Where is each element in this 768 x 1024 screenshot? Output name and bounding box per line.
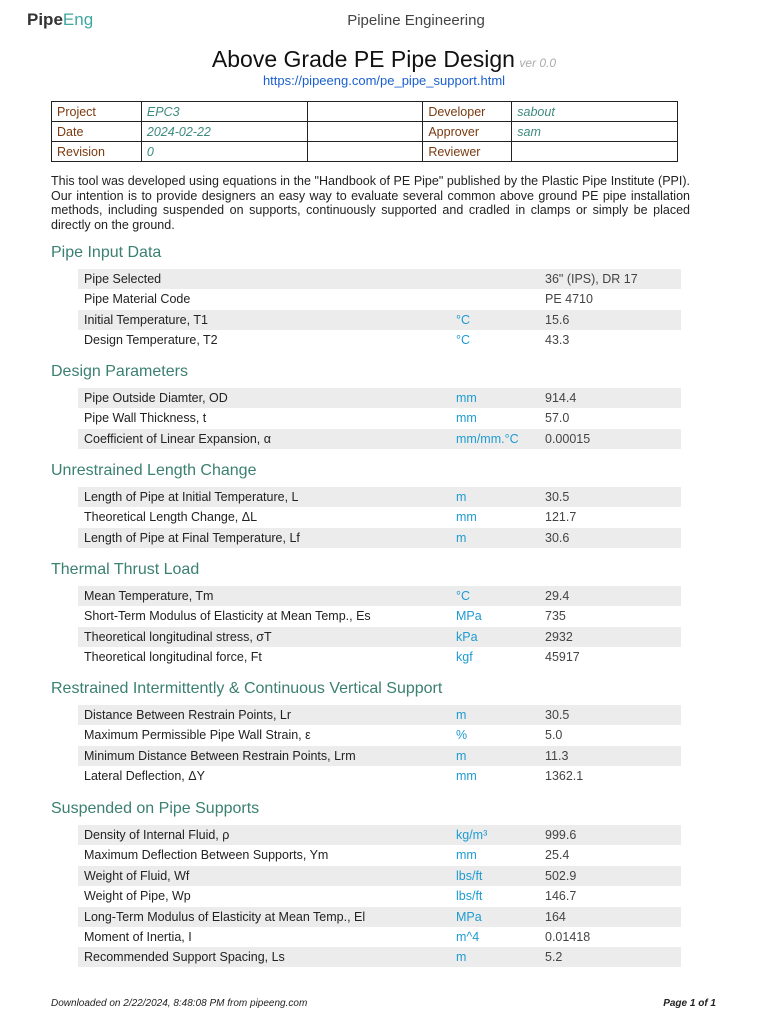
logo-part-1: Pipe	[27, 10, 63, 29]
parameter-unit: MPa	[456, 609, 482, 624]
parameter-value: 121.7	[545, 510, 577, 525]
parameter-unit: °C	[456, 333, 471, 348]
page-title	[0, 46, 768, 73]
parameter-row	[78, 825, 681, 845]
parameter-value: 914.4	[545, 391, 577, 405]
parameter-name: Initial Temperature, T1	[84, 312, 208, 327]
parameter-value: 43.3	[545, 333, 570, 348]
parameter-name: Long-Term Modulus of Elasticity at Mean Temp., El	[84, 909, 366, 924]
parameter-value: 0.01418	[545, 930, 591, 944]
parameter-unit: mm	[456, 411, 477, 426]
parameter-unit: MPa	[456, 909, 482, 924]
parameter-unit: kgf	[456, 650, 473, 665]
parameter-name: Maximum Permissible Pipe Wall Strain, ε	[84, 728, 311, 743]
page-url-link[interactable]: https://pipeeng.com/pe_pipe_support.html	[262, 73, 506, 88]
project-label: Project	[52, 102, 142, 122]
parameter-value: 0.00015	[545, 431, 591, 446]
parameter-value: 11.3	[545, 748, 569, 763]
parameter-row	[78, 289, 681, 309]
parameter-name: Length of Pipe at Initial Temperature, L	[84, 490, 299, 504]
parameter-row	[78, 606, 681, 626]
parameter-unit: m	[456, 530, 467, 545]
parameter-value: 146.7	[545, 889, 577, 904]
parameter-row	[78, 845, 681, 865]
parameter-name: Recommended Support Spacing, Ls	[84, 950, 285, 965]
parameter-row	[78, 947, 681, 967]
parameter-name: Theoretical longitudinal stress, σT	[84, 629, 272, 644]
page-title-text: Above Grade PE Pipe Design	[211, 46, 515, 72]
parameter-value: 30.5	[545, 490, 570, 504]
reviewer-value	[512, 142, 678, 162]
parameter-value: 29.4	[545, 589, 570, 603]
parameter-row	[78, 866, 681, 886]
section-heading: Thermal Thrust Load	[51, 561, 200, 578]
blank-cell	[307, 142, 423, 162]
parameter-unit: mm	[456, 769, 477, 784]
parameter-row	[78, 388, 681, 408]
parameter-row	[78, 927, 681, 947]
parameter-unit: mm/mm.°C	[456, 431, 519, 446]
parameter-unit: °C	[456, 312, 471, 327]
parameter-name: Maximum Deflection Between Supports, Ym	[84, 848, 329, 863]
parameter-row	[78, 725, 681, 745]
developer-label: Developer	[423, 102, 512, 122]
parameter-value: 1362.1	[545, 769, 584, 784]
parameter-value: 45917	[545, 650, 580, 665]
parameter-value: 25.4	[545, 848, 570, 863]
intro-paragraph: This tool was developed using equations in the "Handbook of PE Pipe" published by the Plastic Pipe Institute (PPI). Our intention is to provide designers an easy way to evaluate several common above ground PE pipe installation methods, including suspended on supports, continuously supported and cradled in clamps or simply be placed directly on the ground.	[51, 174, 690, 232]
parameter-name: Pipe Material Code	[84, 292, 191, 307]
download-note: Downloaded on 2/22/2024, 8:48:08 PM from pipeeng.com	[51, 998, 308, 1009]
parameter-unit: m	[456, 748, 467, 763]
parameter-row	[78, 627, 681, 647]
parameter-unit: m^4	[456, 930, 480, 944]
parameter-unit: mm	[456, 510, 477, 525]
parameter-row	[78, 507, 681, 527]
parameter-row	[78, 586, 681, 606]
parameter-row	[78, 886, 681, 906]
section-heading: Suspended on Pipe Supports	[51, 800, 260, 817]
parameter-unit: %	[456, 728, 468, 743]
parameter-row	[78, 429, 681, 449]
parameter-row	[78, 408, 681, 428]
parameter-unit: lbs/ft	[456, 868, 483, 883]
parameter-row	[78, 766, 681, 786]
parameter-row	[78, 907, 681, 927]
parameter-row	[78, 647, 681, 667]
approver-label: Approver	[423, 122, 512, 142]
parameter-name: Short-Term Modulus of Elasticity at Mean Temp., Es	[84, 609, 371, 624]
date-value: 2024-02-22	[141, 122, 307, 142]
parameter-unit: lbs/ft	[456, 889, 483, 904]
approver-value: sam	[512, 122, 678, 142]
blank-cell	[307, 102, 423, 122]
parameter-name: Mean Temperature, Tm	[84, 589, 214, 603]
reviewer-label: Reviewer	[423, 142, 512, 162]
section-heading: Pipe Input Data	[51, 244, 162, 261]
version-label: ver 0.0	[519, 56, 557, 70]
parameter-name: Coefficient of Linear Expansion, α	[84, 431, 271, 446]
parameter-unit: mm	[456, 391, 477, 405]
parameter-name: Density of Internal Fluid, ρ	[84, 828, 230, 842]
parameter-unit: kPa	[456, 629, 478, 644]
section-heading: Restrained Intermittently & Continuous Vertical Support	[51, 680, 443, 697]
revision-label: Revision	[52, 142, 142, 162]
site-name: Pipeline Engineering	[347, 12, 485, 29]
parameter-name: Theoretical longitudinal force, Ft	[84, 650, 262, 665]
parameter-row	[78, 487, 681, 507]
project-info-row	[52, 122, 678, 142]
parameter-value: 36" (IPS), DR 17	[545, 272, 638, 286]
project-info-row	[52, 102, 678, 122]
parameter-name: Design Temperature, T2	[84, 333, 218, 348]
section-heading: Design Parameters	[51, 363, 188, 380]
parameter-row	[78, 269, 681, 289]
parameter-name: Distance Between Restrain Points, Lr	[84, 708, 292, 722]
parameter-unit: m	[456, 708, 467, 722]
parameter-value: 57.0	[545, 411, 570, 426]
parameter-row	[78, 705, 681, 725]
parameter-name: Theoretical Length Change, ΔL	[84, 510, 258, 525]
parameter-row	[78, 330, 681, 350]
parameter-value: 735	[545, 609, 566, 624]
parameter-name: Lateral Deflection, ΔY	[84, 769, 205, 784]
parameter-value: 999.6	[545, 828, 577, 842]
parameter-name: Minimum Distance Between Restrain Points, Lrm	[84, 748, 356, 763]
parameter-name: Moment of Inertia, I	[84, 930, 192, 944]
blank-cell	[307, 122, 423, 142]
revision-value: 0	[141, 142, 307, 162]
parameter-value: 30.6	[545, 530, 570, 545]
parameter-value: 30.5	[545, 708, 570, 722]
developer-value: sabout	[512, 102, 678, 122]
parameter-unit: m	[456, 490, 467, 504]
parameter-value: 5.2	[545, 950, 563, 965]
project-info-row	[52, 142, 678, 162]
page-number: Page 1 of 1	[663, 998, 716, 1009]
parameter-value: PE 4710	[545, 292, 593, 307]
parameter-value: 164	[545, 909, 566, 924]
parameter-unit: m	[456, 950, 467, 965]
parameter-name: Length of Pipe at Final Temperature, Lf	[84, 530, 300, 545]
logo-part-2: Eng	[62, 10, 94, 29]
parameter-value: 5.0	[545, 728, 563, 743]
parameter-row	[78, 310, 681, 330]
parameter-name: Weight of Fluid, Wf	[84, 868, 190, 883]
parameter-unit: °C	[456, 589, 471, 603]
parameter-row	[78, 528, 681, 548]
project-value: EPC3	[141, 102, 307, 122]
parameter-name: Weight of Pipe, Wp	[84, 889, 191, 904]
parameter-name: Pipe Selected	[84, 272, 162, 286]
section-heading: Unrestrained Length Change	[51, 462, 257, 479]
parameter-name: Pipe Wall Thickness, t	[84, 411, 207, 426]
parameter-name: Pipe Outside Diamter, OD	[84, 391, 228, 405]
parameter-unit: kg/m³	[456, 828, 488, 842]
parameter-value: 2932	[545, 629, 573, 644]
project-info-table	[51, 101, 678, 162]
date-label: Date	[52, 122, 142, 142]
parameter-value: 15.6	[545, 312, 570, 327]
parameter-value: 502.9	[545, 868, 577, 883]
parameter-unit: mm	[456, 848, 477, 863]
parameter-row	[78, 746, 681, 766]
